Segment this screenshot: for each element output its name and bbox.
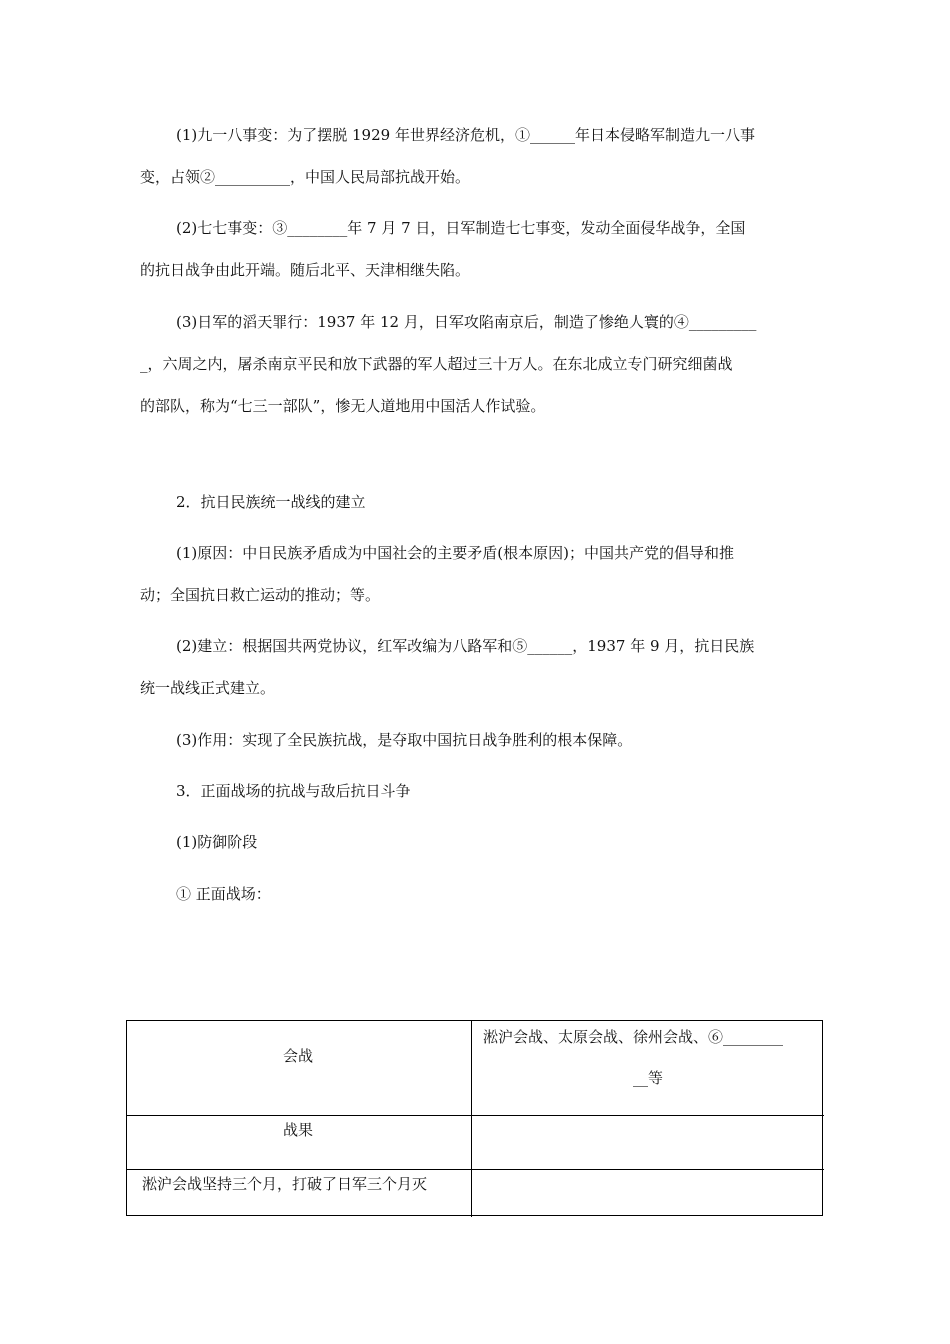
table-row3-left: 淞沪会战坚持三个月，打破了日军三个月灭 [142, 1175, 428, 1193]
paragraph-2-line-1: (2)七七事变：③________年 7 月 7 日，日军制造七七事变，发动全面侵华战争，全国 [176, 219, 746, 237]
paragraph-7-line-1: (1)防御阶段 [176, 833, 258, 851]
paragraph-8-line-1: ① 正面战场： [176, 885, 271, 903]
paragraph-1-line-2: 变，占领②__________，中国人民局部抗战开始。 [140, 168, 471, 186]
paragraph-3-line-3: 的部队，称为“七三一部队”，惨无人道地用中国活人作试验。 [140, 397, 546, 415]
paragraph-5-line-1: (2)建立：根据国共两党协议，红军改编为八路军和⑤______，1937 年 9 月，抗日民族 [176, 637, 755, 655]
table-row1-left: 会战 [283, 1047, 314, 1065]
table-row2-left: 战果 [283, 1121, 314, 1139]
paragraph-3-line-2: _，六周之内，屠杀南京平民和放下武器的军人超过三十万人。在东北成立专门研究细菌战 [140, 355, 733, 373]
table-row-divider-2 [127, 1169, 824, 1170]
paragraph-1-line-1: (1)九一八事变：为了摆脱 1929 年世界经济危机，①______年日本侵略军制造九一八事 [176, 126, 755, 144]
table-vertical-divider [471, 1021, 472, 1217]
paragraph-2-line-2: 的抗日战争由此开端。随后北平、天津相继失陷。 [140, 261, 471, 279]
table-row1-right-line-2: __等 [633, 1069, 664, 1087]
section-heading-3: 3．正面战场的抗战与敌后抗日斗争 [176, 782, 411, 800]
paragraph-4-line-1: (1)原因：中日民族矛盾成为中国社会的主要矛盾(根本原因)；中国共产党的倡导和推 [176, 544, 734, 562]
table-row-divider-1 [127, 1115, 824, 1116]
battles-table [126, 1020, 823, 1216]
paragraph-3-line-1: (3)日军的滔天罪行：1937 年 12 月，日军攻陷南京后，制造了惨绝人寰的④_________ [176, 313, 757, 331]
table-row1-right-line-1: 淞沪会战、太原会战、徐州会战、⑥________ [483, 1028, 784, 1046]
paragraph-5-line-2: 统一战线正式建立。 [140, 679, 276, 697]
paragraph-4-line-2: 动；全国抗日救亡运动的推动；等。 [140, 586, 381, 604]
paragraph-6-line-1: (3)作用：实现了全民族抗战，是夺取中国抗日战争胜利的根本保障。 [176, 731, 633, 749]
section-heading-2: 2．抗日民族统一战线的建立 [176, 493, 366, 511]
